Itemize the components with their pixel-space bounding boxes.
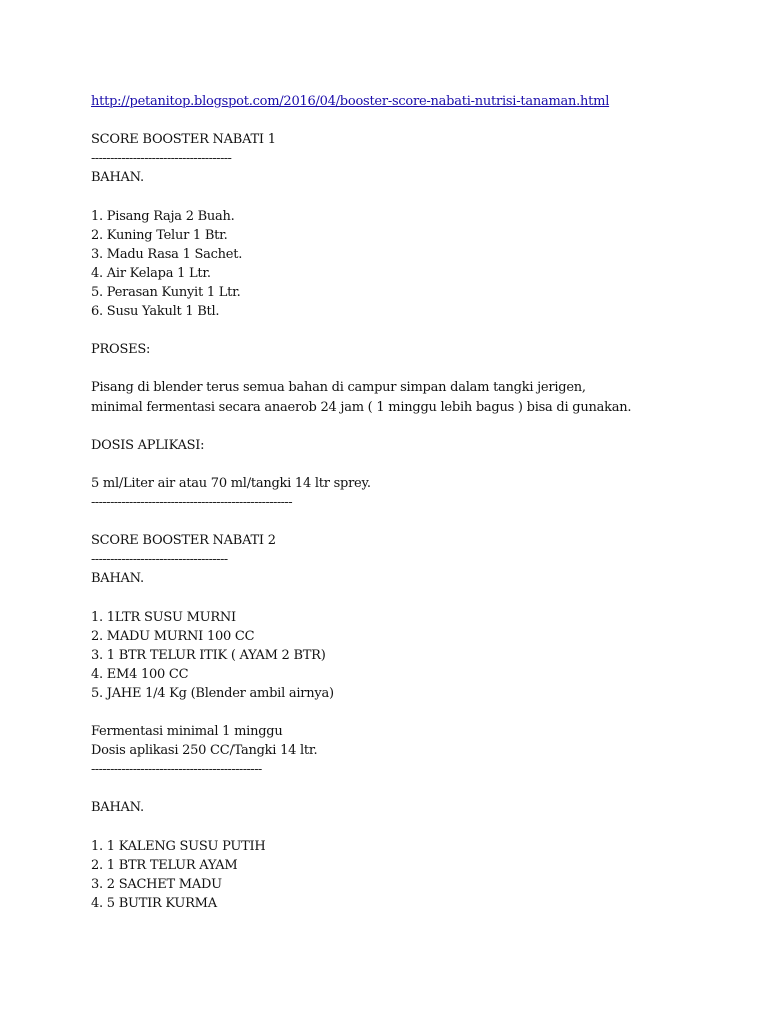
spacer bbox=[91, 321, 751, 340]
recipe1-ingredient: 3. Madu Rasa 1 Sachet. bbox=[91, 246, 243, 262]
recipe1-ingredient: 2. Kuning Telur 1 Btr. bbox=[91, 227, 228, 243]
recipe1-dosis-heading: DOSIS APLIKASI: bbox=[91, 437, 205, 453]
recipe1-dosis-text: 5 ml/Liter air atau 70 ml/tangki 14 ltr sprey. bbox=[91, 475, 371, 491]
source-link[interactable]: http://petanitop.blogspot.com/2016/04/booster-score-nabati-nutrisi-tanaman.html bbox=[91, 94, 610, 109]
spacer bbox=[91, 703, 751, 722]
spacer bbox=[91, 187, 751, 206]
recipe3-ingredient: 1. 1 KALENG SUSU PUTIH bbox=[91, 838, 266, 854]
recipe1-ingredient: 4. Air Kelapa 1 Ltr. bbox=[91, 265, 211, 281]
spacer bbox=[91, 417, 751, 436]
recipe3-bahan-heading: BAHAN. bbox=[91, 800, 144, 816]
spacer bbox=[91, 455, 751, 474]
recipe1-separator-bottom: ----------------------------------------------------- bbox=[91, 494, 293, 510]
spacer bbox=[91, 359, 751, 378]
recipe2-ingredient: 4. EM4 100 CC bbox=[91, 666, 189, 682]
spacer bbox=[91, 588, 751, 607]
recipe3-ingredient: 2. 1 BTR TELUR AYAM bbox=[91, 857, 238, 873]
recipe2-ingredient: 5. JAHE 1/4 Kg (Blender ambil airnya) bbox=[91, 685, 334, 701]
recipe2-title: SCORE BOOSTER NABATI 2 bbox=[91, 533, 276, 549]
recipe3-ingredient: 4. 5 BUTIR KURMA bbox=[91, 895, 217, 911]
recipe2-note: Fermentasi minimal 1 minggu bbox=[91, 724, 283, 740]
recipe2-ingredient: 3. 1 BTR TELUR ITIK ( AYAM 2 BTR) bbox=[91, 647, 326, 663]
spacer bbox=[91, 818, 751, 837]
recipe1-bahan-heading: BAHAN. bbox=[91, 170, 144, 186]
recipe2-bahan-heading: BAHAN. bbox=[91, 571, 144, 587]
spacer bbox=[91, 111, 751, 130]
recipe2-separator-top: ------------------------------------ bbox=[91, 552, 228, 568]
recipe2-note: Dosis aplikasi 250 CC/Tangki 14 ltr. bbox=[91, 743, 318, 759]
recipe3-ingredient: 3. 2 SACHET MADU bbox=[91, 876, 222, 892]
recipe2-separator-bottom: --------------------------------------------- bbox=[91, 762, 262, 778]
document-page bbox=[91, 92, 751, 913]
recipe1-ingredient: 1. Pisang Raja 2 Buah. bbox=[91, 208, 235, 224]
recipe1-proses-line: minimal fermentasi secara anaerob 24 jam ( 1 minggu lebih bagus ) bisa di gunakan. bbox=[91, 399, 632, 415]
spacer bbox=[91, 512, 751, 531]
recipe1-title: SCORE BOOSTER NABATI 1 bbox=[91, 132, 276, 148]
recipe1-proses-line: Pisang di blender terus semua bahan di campur simpan dalam tangki jerigen, bbox=[91, 380, 586, 396]
recipe1-ingredient: 5. Perasan Kunyit 1 Ltr. bbox=[91, 284, 241, 300]
recipe2-ingredient: 2. MADU MURNI 100 CC bbox=[91, 628, 255, 644]
recipe2-ingredient: 1. 1LTR SUSU MURNI bbox=[91, 609, 236, 625]
recipe1-ingredient: 6. Susu Yakult 1 Btl. bbox=[91, 304, 220, 320]
spacer bbox=[91, 779, 751, 798]
recipe1-separator-top: ------------------------------------- bbox=[91, 151, 232, 167]
recipe1-proses-heading: PROSES: bbox=[91, 342, 151, 358]
